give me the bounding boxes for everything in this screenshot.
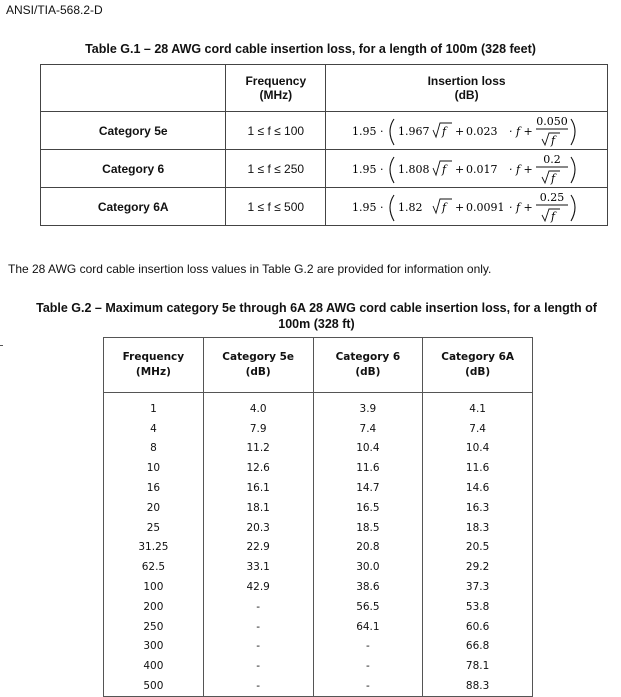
header-name: Category 6A [441,351,515,363]
table-g2-row [104,439,533,459]
table-g2-cell: 10 [104,458,204,478]
table-g2-cell: 22.9 [203,538,313,558]
table-g2-row [104,637,533,657]
table-g2-cell: 18.3 [423,518,533,538]
formula-coef-c: 0.050 [535,114,568,128]
document-header: ANSI/TIA-568.2-D [6,3,103,17]
dot-f: · f + [508,124,533,138]
right-paren [571,157,575,183]
insertion-loss-unit: (dB) [454,88,479,102]
table-g2-cell: 42.9 [203,577,313,597]
frequency-unit: (MHz) [259,88,293,102]
table-g2-header-cell [104,338,204,393]
table-g2-cell: 16.3 [423,498,533,518]
var-f: f [441,124,446,138]
table-g2-row [104,393,533,419]
table-g2-cell: 100 [104,577,204,597]
table-g2-row [104,597,533,617]
table-g2-cell: 11.6 [313,458,423,478]
table-g2-cell: - [203,617,313,637]
table-g2-row [104,577,533,597]
header-unit: (MHz) [135,366,171,378]
table-g2-row [104,498,533,518]
right-paren [571,119,575,145]
info-note: The 28 AWG cord cable insertion loss values in Table G.2 are provided for information only. [8,262,492,276]
table-g1-row [41,188,608,226]
table-g2-cell: - [313,676,423,696]
frequency-range-cell: 1 ≤ f ≤ 250 [226,150,326,188]
table-g2-cell: 56.5 [313,597,423,617]
table-g2-cell: 7.4 [423,419,533,439]
table-g2-cell: 8 [104,439,204,459]
formula-coef-a: 1.967 [397,124,430,138]
category-cell: Category 6 [41,150,226,188]
frequency-range-cell: 1 ≤ f ≤ 100 [226,112,326,150]
table-g2-cell: - [203,597,313,617]
header-name: Category 6 [335,351,401,363]
table-g2-cell: 300 [104,637,204,657]
formula-factor: 1.95 · [351,200,384,214]
dot-f: · f + [508,162,533,176]
plus-sign: + [454,124,464,138]
table-g2-cell: 33.1 [203,557,313,577]
table-g2-cell: 20.3 [203,518,313,538]
table-g2-row [104,419,533,439]
table-g1-header-frequency [226,65,326,112]
var-f-denominator: f [550,209,555,223]
table-g2-cell: 60.6 [423,617,533,637]
table-g2-cell: 3.9 [313,393,423,419]
formula-factor: 1.95 · [351,124,384,138]
table-g2-cell: 66.8 [423,637,533,657]
table-g1-title: Table G.1 – 28 AWG cord cable insertion loss, for a length of 100m (328 feet) [85,42,536,56]
margin-mark [0,345,3,346]
table-g2-row [104,518,533,538]
frequency-range-cell: 1 ≤ f ≤ 500 [226,188,326,226]
table-g2-cell: - [313,656,423,676]
table-g2-cell: 37.3 [423,577,533,597]
insertion-loss-formula [326,150,608,188]
table-g1-header-insertion-loss [326,65,608,112]
table-g2-cell: 30.0 [313,557,423,577]
table-g2-cell: 62.5 [104,557,204,577]
table-g2-cell: 78.1 [423,656,533,676]
table-g2-cell: 4.1 [423,393,533,419]
category-cell: Category 5e [41,112,226,150]
header-unit: (dB) [465,366,491,378]
table-g2-cell: 20 [104,498,204,518]
insertion-loss-label: Insertion loss [427,74,506,88]
formula-coef-b: 0.017 [465,162,498,176]
table-g2-cell: 400 [104,656,204,676]
table-g2-header-cell [203,338,313,393]
plus-sign: + [454,200,464,214]
header-unit: (dB) [355,366,381,378]
table-g2-cell: 200 [104,597,204,617]
table-g2-cell: 16.1 [203,478,313,498]
table-g2-cell: 20.5 [423,538,533,558]
left-paren [390,119,394,145]
formula-coef-a: 1.82 [397,200,423,214]
table-g2-cell: 20.8 [313,538,423,558]
insertion-loss-formula [326,112,608,150]
table-g1-header-empty [41,65,226,112]
formula-graphic [352,189,582,225]
header-name: Category 5e [222,351,295,363]
table-g2-cell: 53.8 [423,597,533,617]
table-g2-header-cell [313,338,423,393]
table-g2-title [12,300,621,332]
table-g1-row [41,150,608,188]
plus-sign: + [454,162,464,176]
var-f: f [441,162,446,176]
table-g2-cell: 12.6 [203,458,313,478]
table-g2-cell: 25 [104,518,204,538]
table-g2-row [104,676,533,696]
table-g2-header-cell [423,338,533,393]
insertion-loss-formula [326,188,608,226]
table-g2-cell: 88.3 [423,676,533,696]
var-f-denominator: f [550,133,555,147]
left-paren [390,195,394,221]
header-name: Frequency [122,351,185,363]
table-g2-title-line1: Table G.2 – Maximum category 5e through 6A 28 AWG cord cable insertion loss, for a length of [36,301,597,315]
table-g2-cell: 1 [104,393,204,419]
formula-factor: 1.95 · [351,162,384,176]
table-g2-row [104,656,533,676]
table-g2-cell: 14.7 [313,478,423,498]
table-g2-row [104,617,533,637]
table-g1-row [41,112,608,150]
header-unit: (dB) [245,366,271,378]
table-g2-cell: 14.6 [423,478,533,498]
table-g2-cell: 4 [104,419,204,439]
formula-graphic [352,113,582,149]
table-g2-cell: 11.6 [423,458,533,478]
table-g2-cell: 18.1 [203,498,313,518]
table-g1-header-row [41,65,608,112]
table-g2-cell: 11.2 [203,439,313,459]
table-g2-cell: 64.1 [313,617,423,637]
table-g2 [103,337,533,697]
table-g2-title-line2: 100m (328 ft) [278,317,355,331]
formula-coef-c: 0.25 [539,190,564,204]
table-g2-cell: - [313,637,423,657]
table-g2-cell: 7.9 [203,419,313,439]
formula-coef-c: 0.2 [542,152,561,166]
table-g2-cell: - [203,637,313,657]
table-g2-cell: - [203,676,313,696]
table-g2-row [104,478,533,498]
frequency-label: Frequency [245,74,307,88]
formula-coef-b: 0.023 [465,124,498,138]
table-g2-cell: 38.6 [313,577,423,597]
table-g2-cell: 29.2 [423,557,533,577]
table-g2-cell: 250 [104,617,204,637]
table-g2-cell: 4.0 [203,393,313,419]
table-g2-row [104,557,533,577]
right-paren [571,195,575,221]
formula-coef-a: 1.808 [397,162,430,176]
table-g2-header-row [104,338,533,393]
table-g2-cell: 16 [104,478,204,498]
formula-graphic [352,151,582,187]
table-g2-row [104,538,533,558]
table-g2-cell: 500 [104,676,204,696]
table-g2-cell: 10.4 [313,439,423,459]
table-g1 [40,64,608,226]
var-f: f [441,200,446,214]
table-g2-cell: 31.25 [104,538,204,558]
var-f-denominator: f [550,171,555,185]
formula-coef-b: 0.0091 [465,200,505,214]
table-g2-cell: 7.4 [313,419,423,439]
table-g2-row [104,458,533,478]
table-g2-cell: - [203,656,313,676]
table-g2-cell: 18.5 [313,518,423,538]
category-cell: Category 6A [41,188,226,226]
table-g2-cell: 16.5 [313,498,423,518]
left-paren [390,157,394,183]
dot-f: · f + [508,200,533,214]
table-g2-cell: 10.4 [423,439,533,459]
